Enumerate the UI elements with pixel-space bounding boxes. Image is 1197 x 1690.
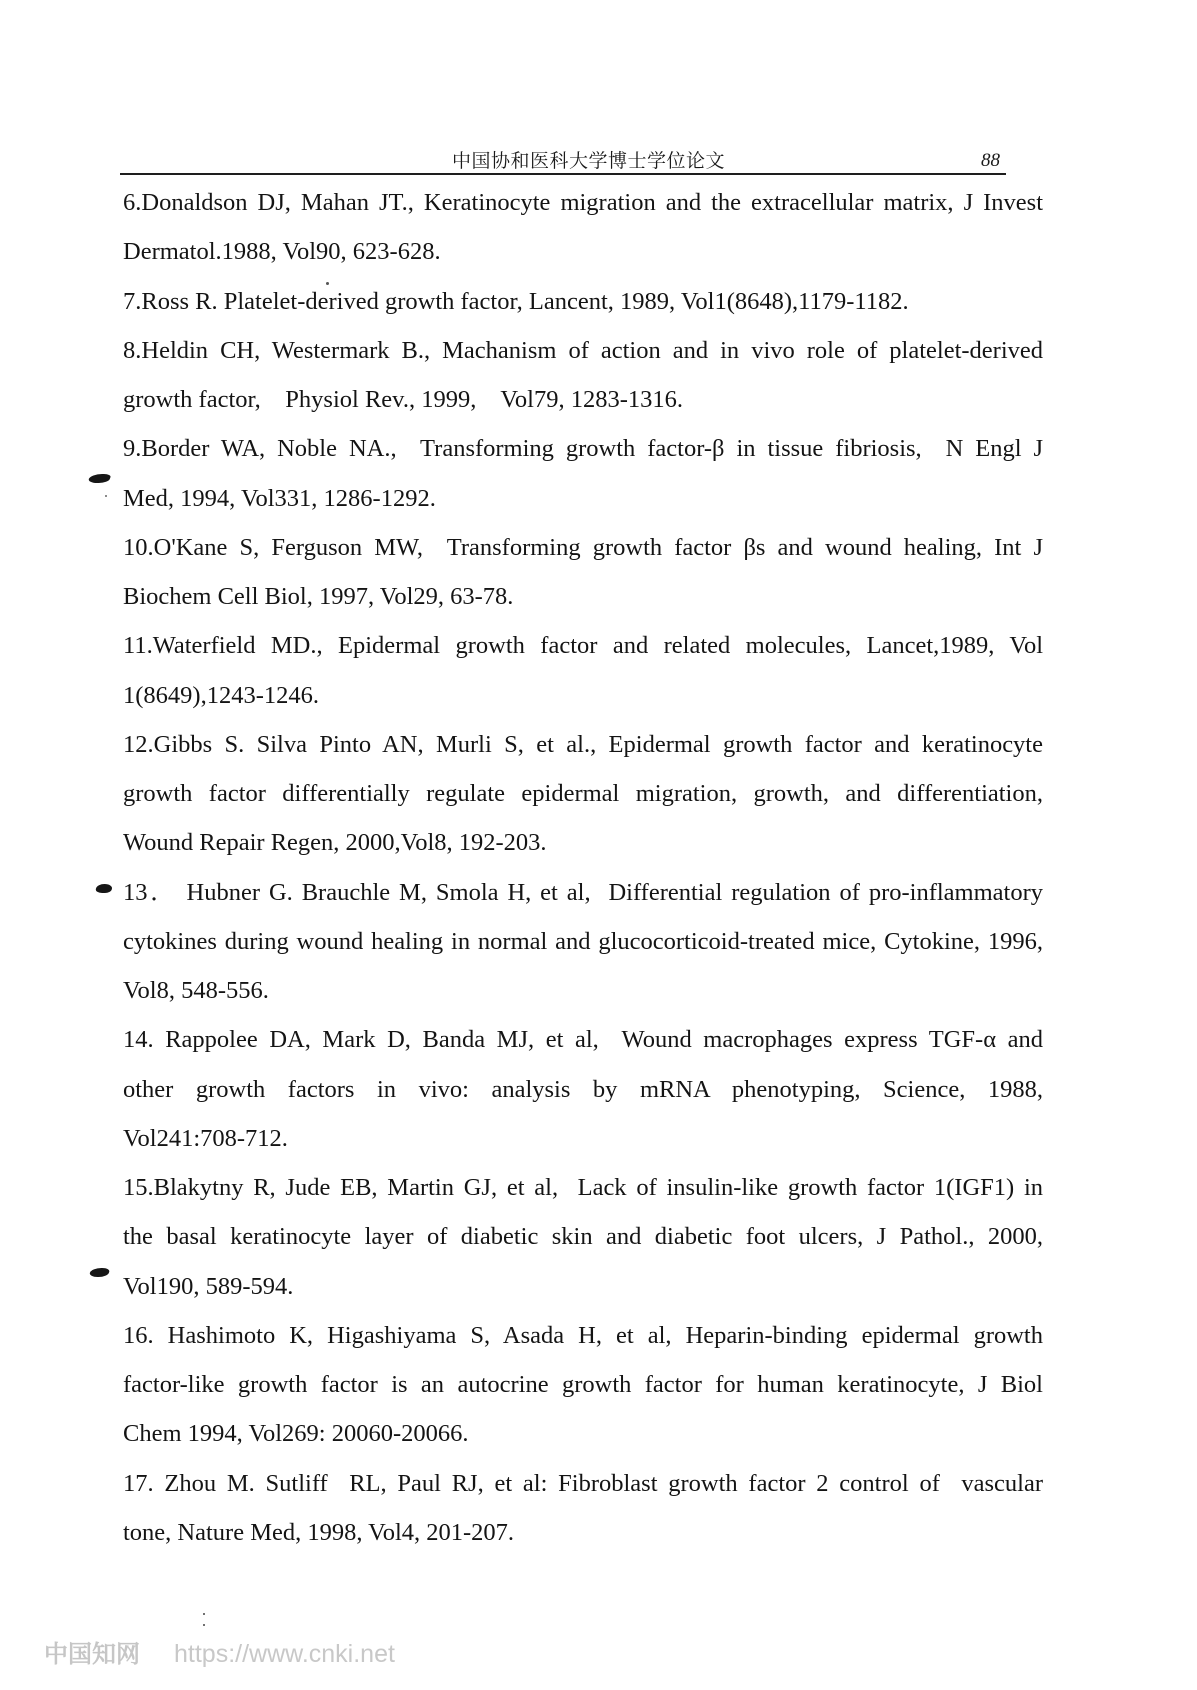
reference-line: Med, 1994, Vol331, 1286-1292. [123, 484, 436, 512]
header-rule [120, 173, 1006, 175]
reference-line: Dermatol.1988, Vol90, 623-628. [123, 238, 441, 266]
reference-entry [123, 621, 1043, 720]
reference-line: 10.O'Kane S, Ferguson MW, Transforming growth factor βs and wound healing, Int J [123, 533, 1043, 561]
reference-line: cytokines during wound healing in normal and glucocorticoid-treated mice, Cytokine, 1996, [123, 927, 1043, 955]
reference-line: factor-like growth factor is an autocrine growth factor for human keratinocyte, J Biol [123, 1371, 1043, 1398]
reference-line: 17. Zhou M. Sutliff RL, Paul RJ, et al: Fibroblast growth factor 2 control of vascular [123, 1469, 1043, 1497]
reference-line: 7.Ross R. Platelet-derived growth factor, Lancent, 1989, Vol1(8648),1179-1182. [123, 287, 909, 315]
reference-entry [123, 720, 1043, 868]
reference-entry [123, 523, 1043, 622]
reference-line: Vol241:708-712. [123, 1124, 288, 1152]
page-number: 88 [981, 150, 1000, 171]
reference-line: 12.Gibbs S. Silva Pinto AN, Murli S, et al., Epidermal growth factor and keratinocyte [123, 730, 1043, 758]
reference-line: 6.Donaldson DJ, Mahan JT., Keratinocyte migration and the extracellular matrix, J Invest [123, 189, 1043, 216]
reference-entry [123, 1311, 1043, 1459]
watermark-site-name: 中国知网 [44, 1640, 140, 1668]
reference-line: 9.Border WA, Noble NA., Transforming growth factor-β in tissue fibriosis, N Engl J [123, 435, 1043, 463]
reference-line: Vol8, 548-556. [123, 977, 269, 1004]
reference-line: growth factor, Physiol Rev., 1999, Vol79, 1283-1316. [123, 386, 684, 413]
reference-entry [123, 1015, 1043, 1163]
reference-line: Chem 1994, Vol269: 20060-20066. [123, 1420, 469, 1448]
scan-speck [89, 1268, 111, 1277]
reference-line: 1(8649),1243-1246. [123, 681, 319, 709]
reference-line: other growth factors in vivo: analysis by mRNA phenotyping, Science, 1988, [123, 1075, 1043, 1103]
reference-line: 11.Waterfield MD., Epidermal growth factor and related molecules, Lancet,1989, Vol [123, 632, 1043, 660]
reference-entry [123, 424, 1043, 523]
scan-speck [95, 884, 113, 893]
watermark-url: https://www.cnki.net [174, 1640, 395, 1668]
reference-line: 8.Heldin CH, Westermark B., Machanism of action and in vivo role of platelet-derived [123, 336, 1043, 364]
reference-line: tone, Nature Med, 1998, Vol4, 201-207. [123, 1518, 515, 1546]
scan-speck [87, 474, 111, 483]
reference-entry [123, 277, 1043, 326]
scan-speck [105, 495, 107, 497]
reference-line: the basal keratinocyte layer of diabetic skin and diabetic foot ulcers, J Pathol., 2000, [123, 1223, 1043, 1251]
reference-entry [123, 1163, 1043, 1311]
reference-line: 15.Blakytny R, Jude EB, Martin GJ, et al, Lack of insulin-like growth factor 1(IGF1) in [123, 1174, 1043, 1201]
running-header-title: 中国协和医科大学博士学位论文 [452, 150, 726, 172]
reference-line: Vol190, 589-594. [123, 1272, 294, 1300]
reference-line: growth factor differentially regulate epidermal migration, growth, and differentiation, [123, 780, 1043, 807]
reference-line: Wound Repair Regen, 2000,Vol8, 192-203. [123, 829, 547, 857]
scan-speck [203, 1624, 205, 1626]
reference-list [123, 178, 1043, 1557]
scan-speck [203, 1613, 205, 1615]
reference-entry [123, 326, 1043, 425]
reference-line: 16. Hashimoto K, Higashiyama S, Asada H, et al, Heparin-binding epidermal growth [123, 1321, 1043, 1349]
scan-speck [326, 282, 329, 285]
reference-entry [123, 868, 1043, 1016]
reference-entry [123, 178, 1043, 277]
reference-entry [123, 1459, 1043, 1558]
reference-line: Biochem Cell Biol, 1997, Vol29, 63-78. [123, 583, 514, 610]
reference-line: 14. Rappolee DA, Mark D, Banda MJ, et al, Wound macrophages express TGF-α and [123, 1026, 1043, 1054]
reference-line: 13． Hubner G. Brauchle M, Smola H, et al, Differential regulation of pro-inflammatory [123, 878, 1043, 906]
